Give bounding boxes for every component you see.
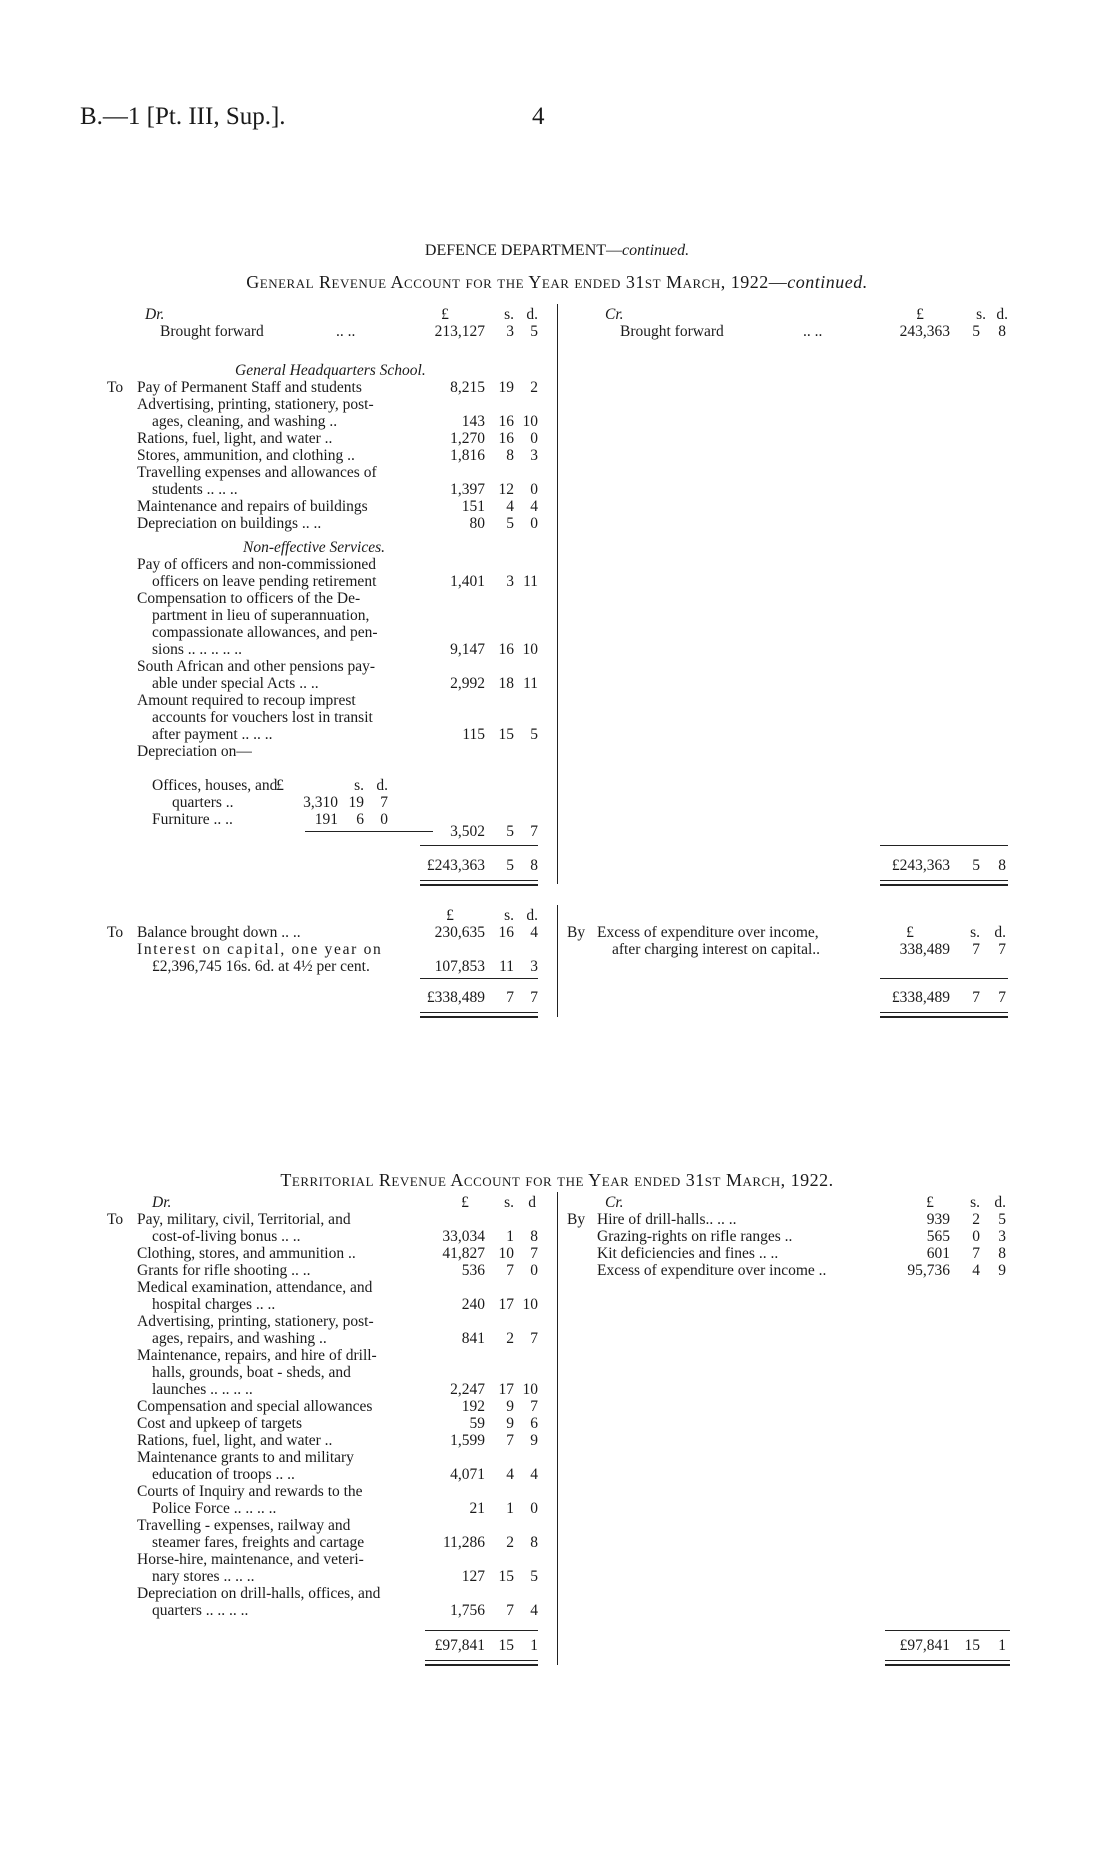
line-item-label: ages, repairs, and washing .. — [152, 1330, 327, 1347]
balance-shillings: 16 — [498, 924, 514, 941]
line-item-shillings: 9 — [506, 1398, 514, 1415]
dep-offices-pence: 7 — [380, 794, 388, 811]
interest-detail: £2,396,745 16s. 6d. at 4½ per cent. — [152, 958, 370, 975]
excess-shillings: 7 — [972, 941, 980, 958]
line-item-shillings: 17 — [498, 1381, 514, 1398]
total-pounds: £97,841 — [899, 1637, 950, 1654]
line-item-pounds: 939 — [926, 1211, 950, 1228]
amount-shillings: 3 — [506, 323, 514, 340]
dep-total-pounds: 3,502 — [450, 823, 485, 840]
line-item-pounds: 1,270 — [450, 430, 485, 447]
line-item-pence: 8 — [530, 1534, 538, 1551]
line-item-pence: 10 — [522, 1381, 538, 1398]
line-item-label: sions .. .. .. .. .. — [152, 641, 242, 658]
shilling-header: s. — [970, 1194, 980, 1211]
line-item-pence: 5 — [998, 1211, 1006, 1228]
pence-header: d. — [994, 924, 1006, 941]
total-rule — [885, 1630, 1010, 1631]
total-rule — [425, 1630, 538, 1631]
total-shillings: 5 — [972, 857, 980, 874]
double-rule — [420, 1012, 538, 1018]
shilling-header: s. — [970, 924, 980, 941]
line-item-label: nary stores .. .. .. — [152, 1568, 255, 1585]
line-item-label: quarters .. .. .. .. — [152, 1602, 249, 1619]
excess-pounds: 338,489 — [899, 941, 950, 958]
line-item-label: Excess of expenditure over income .. — [597, 1262, 827, 1279]
pound-header: £ — [441, 306, 449, 323]
total-pence: 8 — [530, 857, 538, 874]
line-item-pounds: 240 — [461, 1296, 485, 1313]
total-pounds: £338,489 — [426, 989, 485, 1006]
line-item-pence: 5 — [530, 1568, 538, 1585]
total-pence: 1 — [530, 1637, 538, 1654]
excess-pence: 7 — [998, 941, 1006, 958]
line-item-label: hospital charges .. .. — [152, 1296, 276, 1313]
line-item-label: Maintenance, repairs, and hire of drill- — [137, 1347, 377, 1364]
line-item-shillings: 7 — [506, 1262, 514, 1279]
line-item-label: students .. .. .. — [152, 481, 238, 498]
line-item-shillings: 16 — [498, 430, 514, 447]
line-item-pence: 11 — [523, 573, 538, 590]
line-item-label: Horse-hire, maintenance, and veteri- — [137, 1551, 364, 1568]
double-rule — [880, 880, 1008, 886]
line-item-label: Depreciation on— — [137, 743, 252, 760]
dep-offices-pounds: 3,310 — [303, 794, 338, 811]
line-item-shillings: 15 — [498, 726, 514, 743]
line-item-pounds: 127 — [461, 1568, 485, 1585]
balance-pence: 4 — [530, 924, 538, 941]
pence-header: d. — [994, 1194, 1006, 1211]
line-item-label: Grazing-rights on rifle ranges .. — [597, 1228, 793, 1245]
excess-label: Excess of expenditure over income, — [597, 924, 819, 941]
line-item-shillings: 16 — [498, 413, 514, 430]
line-item-label: Hire of drill-halls.. .. .. — [597, 1211, 737, 1228]
line-item-label: Maintenance and repairs of buildings — [137, 498, 368, 515]
line-item-label: Pay of officers and non-commissioned — [137, 556, 377, 573]
line-item-pence: 2 — [530, 379, 538, 396]
page-number: 4 — [532, 103, 545, 130]
line-item-pence: 10 — [522, 641, 538, 658]
page-reference: B.—1 [Pt. III, Sup.]. — [80, 103, 286, 130]
line-item-pounds: 11,286 — [442, 1534, 485, 1551]
balance-brought-down-label: Balance brought down .. .. — [137, 924, 301, 941]
double-rule — [880, 1012, 1008, 1018]
line-item-pounds: 9,147 — [450, 641, 485, 658]
line-item-pounds: 151 — [461, 498, 485, 515]
department-heading: DEFENCE DEPARTMENT—continued. — [424, 242, 690, 259]
double-rule — [425, 1660, 538, 1666]
line-item-shillings: 9 — [506, 1415, 514, 1432]
line-item-label: Courts of Inquiry and rewards to the — [137, 1483, 363, 1500]
dep-furniture-pence: 0 — [380, 811, 388, 828]
line-item-pounds: 1,401 — [450, 573, 485, 590]
amount-pounds: 243,363 — [899, 323, 950, 340]
line-item-pounds: 33,034 — [442, 1228, 485, 1245]
line-item-pence: 4 — [530, 498, 538, 515]
total-pounds: £97,841 — [434, 1637, 485, 1654]
line-item-pounds: 115 — [462, 726, 485, 743]
line-item-pounds: 95,736 — [907, 1262, 950, 1279]
line-item-pence: 7 — [530, 1398, 538, 1415]
pence-header: d — [528, 1194, 536, 1211]
excess-detail: after charging interest on capital.. — [612, 941, 821, 958]
cr-label: Cr. — [605, 1194, 624, 1211]
line-item-shillings: 2 — [506, 1330, 514, 1347]
dep-total-pence: 7 — [530, 823, 538, 840]
sub-pound-header: £ — [276, 777, 284, 794]
pound-header: £ — [446, 907, 454, 924]
pence-header: d. — [526, 306, 538, 323]
dep-furniture-label: Furniture .. .. — [152, 811, 233, 828]
line-item-label: Rations, fuel, light, and water .. — [137, 430, 333, 447]
double-rule — [885, 1660, 1010, 1666]
line-item-label: Medical examination, attendance, and — [137, 1279, 373, 1296]
total-rule — [420, 978, 538, 979]
line-item-pence: 5 — [530, 726, 538, 743]
line-item-label: Clothing, stores, and ammunition .. — [137, 1245, 356, 1262]
line-item-shillings: 0 — [972, 1228, 980, 1245]
amount-pence: 5 — [530, 323, 538, 340]
line-item-label: able under special Acts .. .. — [152, 675, 319, 692]
pound-header: £ — [906, 924, 914, 941]
line-item-pence: 10 — [522, 413, 538, 430]
total-rule — [880, 978, 1008, 979]
line-item-label: Rations, fuel, light, and water .. — [137, 1432, 333, 1449]
line-item-shillings: 2 — [506, 1534, 514, 1551]
brought-forward-label: Brought forward — [160, 323, 264, 340]
line-item-shillings: 19 — [498, 379, 514, 396]
column-divider — [557, 304, 558, 884]
line-item-pounds: 80 — [469, 515, 485, 532]
total-shillings: 7 — [972, 989, 980, 1006]
line-item-label: cost-of-living bonus .. .. — [152, 1228, 301, 1245]
line-item-pounds: 1,816 — [450, 447, 485, 464]
total-pence: 7 — [530, 989, 538, 1006]
line-item-shillings: 7 — [506, 1602, 514, 1619]
line-item-shillings: 1 — [506, 1228, 514, 1245]
line-item-label: Cost and upkeep of targets — [137, 1415, 303, 1432]
line-item-label: Travelling expenses and allowances of — [137, 464, 377, 481]
dep-furniture-shillings: 6 — [356, 811, 364, 828]
line-item-shillings: 16 — [498, 641, 514, 658]
line-item-label: Compensation to officers of the De- — [137, 590, 361, 607]
column-divider — [557, 1192, 558, 1665]
dep-total-shillings: 5 — [506, 823, 514, 840]
double-rule — [420, 880, 538, 886]
sub-pence-header: d. — [376, 777, 388, 794]
line-item-label: Advertising, printing, stationery, post- — [137, 396, 374, 413]
line-item-shillings: 7 — [506, 1432, 514, 1449]
total-pence: 7 — [998, 989, 1006, 1006]
line-item-pence: 0 — [530, 1500, 538, 1517]
line-item-label: compassionate allowances, and pen- — [152, 624, 378, 641]
total-shillings: 15 — [498, 1637, 514, 1654]
interest-pounds: 107,853 — [434, 958, 485, 975]
by-label: By — [567, 1211, 586, 1228]
dep-quarters-label: quarters .. — [172, 794, 234, 811]
territorial-revenue-title: Territorial Revenue Account for the Year ended 31st March, 1922. — [280, 1170, 834, 1190]
line-item-label: Maintenance grants to and military — [137, 1449, 354, 1466]
dots: .. .. — [803, 323, 823, 340]
line-item-label: Kit deficiencies and fines .. .. — [597, 1245, 779, 1262]
line-item-shillings: 10 — [498, 1245, 514, 1262]
line-item-label: education of troops .. .. — [152, 1466, 295, 1483]
line-item-pence: 0 — [530, 1262, 538, 1279]
line-item-pence: 7 — [530, 1245, 538, 1262]
section-heading-non-effective: Non-effective Services. — [243, 539, 386, 556]
pence-header: d. — [996, 306, 1008, 323]
line-item-pence: 0 — [530, 515, 538, 532]
shilling-header: s. — [976, 306, 986, 323]
line-item-shillings: 2 — [972, 1211, 980, 1228]
shilling-header: s. — [504, 306, 514, 323]
line-item-pounds: 2,992 — [450, 675, 485, 692]
general-revenue-title: General Revenue Account for the Year ended 31st March, 1922—continued. — [246, 272, 868, 292]
line-item-pounds: 1,756 — [450, 1602, 485, 1619]
line-item-label: launches .. .. .. .. — [152, 1381, 253, 1398]
line-item-pounds: 21 — [469, 1500, 485, 1517]
line-item-pence: 0 — [530, 430, 538, 447]
line-item-label: halls, grounds, boat - sheds, and — [152, 1364, 351, 1381]
line-item-pence: 9 — [530, 1432, 538, 1449]
balance-pounds: 230,635 — [434, 924, 485, 941]
line-item-label: Advertising, printing, stationery, post- — [137, 1313, 374, 1330]
pound-header: £ — [916, 306, 924, 323]
line-item-pence: 6 — [530, 1415, 538, 1432]
line-item-label: Depreciation on buildings .. .. — [137, 515, 322, 532]
line-item-pounds: 4,071 — [450, 1466, 485, 1483]
total-pounds: £338,489 — [891, 989, 950, 1006]
line-item-pounds: 1,397 — [450, 481, 485, 498]
line-item-pounds: 2,247 — [450, 1381, 485, 1398]
line-item-label: South African and other pensions pay- — [137, 658, 376, 675]
line-item-pence: 3 — [998, 1228, 1006, 1245]
dr-label: Dr. — [152, 1194, 172, 1211]
line-item-pounds: 536 — [461, 1262, 485, 1279]
line-item-pounds: 601 — [926, 1245, 950, 1262]
line-item-shillings: 15 — [498, 1568, 514, 1585]
total-shillings: 5 — [506, 857, 514, 874]
line-item-pence: 4 — [530, 1602, 538, 1619]
amount-shillings: 5 — [972, 323, 980, 340]
line-item-pence: 8 — [530, 1228, 538, 1245]
section-heading-ghq: General Headquarters School. — [235, 362, 426, 379]
line-item-label: after payment .. .. .. — [152, 726, 273, 743]
line-item-shillings: 4 — [506, 1466, 514, 1483]
line-item-shillings: 17 — [498, 1296, 514, 1313]
total-pounds: £243,363 — [891, 857, 950, 874]
column-divider — [557, 905, 558, 1017]
line-item-label: Amount required to recoup imprest — [137, 692, 356, 709]
line-item-label: Depreciation on drill-halls, offices, and — [137, 1585, 381, 1602]
line-item-pence: 10 — [522, 1296, 538, 1313]
dep-offices-shillings: 19 — [348, 794, 364, 811]
total-pence: 8 — [998, 857, 1006, 874]
line-item-label: Pay of Permanent Staff and students — [137, 379, 362, 396]
total-shillings: 15 — [964, 1637, 980, 1654]
line-item-label: Grants for rifle shooting .. .. — [137, 1262, 311, 1279]
line-item-shillings: 3 — [506, 573, 514, 590]
by-label: By — [567, 924, 586, 941]
line-item-pence: 8 — [998, 1245, 1006, 1262]
dr-label: Dr. — [145, 306, 165, 323]
line-item-label: Travelling - expenses, railway and — [137, 1517, 351, 1534]
line-item-label: steamer fares, freights and cartage — [152, 1534, 365, 1551]
sub-shilling-header: s. — [354, 777, 364, 794]
line-item-pence: 0 — [530, 481, 538, 498]
to-label: To — [107, 924, 124, 941]
brought-forward-label: Brought forward — [620, 323, 724, 340]
line-item-label: partment in lieu of superannuation, — [152, 607, 370, 624]
total-shillings: 7 — [506, 989, 514, 1006]
line-item-pounds: 565 — [926, 1228, 950, 1245]
pound-header: £ — [461, 1194, 469, 1211]
line-item-shillings: 4 — [506, 498, 514, 515]
line-item-label: Stores, ammunition, and clothing .. — [137, 447, 355, 464]
line-item-label: Compensation and special allowances — [137, 1398, 373, 1415]
line-item-pounds: 41,827 — [442, 1245, 485, 1262]
line-item-shillings: 1 — [506, 1500, 514, 1517]
amount-pence: 8 — [998, 323, 1006, 340]
line-item-pounds: 841 — [461, 1330, 485, 1347]
shilling-header: s. — [504, 1194, 514, 1211]
line-item-label: officers on leave pending retirement — [152, 573, 377, 590]
total-pounds: £243,363 — [426, 857, 485, 874]
line-item-label: ages, cleaning, and washing .. — [152, 413, 338, 430]
shilling-header: s. — [504, 907, 514, 924]
line-item-shillings: 18 — [498, 675, 514, 692]
line-item-pounds: 8,215 — [450, 379, 485, 396]
line-item-pence: 4 — [530, 1466, 538, 1483]
dep-offices-label: Offices, houses, and — [152, 777, 278, 794]
amount-pounds: 213,127 — [434, 323, 485, 340]
cr-label: Cr. — [605, 306, 624, 323]
line-item-label: accounts for vouchers lost in transit — [152, 709, 373, 726]
dep-furniture-pounds: 191 — [314, 811, 338, 828]
line-item-pounds: 192 — [461, 1398, 485, 1415]
total-rule — [420, 845, 538, 846]
line-item-shillings: 12 — [498, 481, 514, 498]
line-item-pence: 7 — [530, 1330, 538, 1347]
interest-pence: 3 — [530, 958, 538, 975]
line-item-pence: 11 — [523, 675, 538, 692]
line-item-shillings: 8 — [506, 447, 514, 464]
pence-header: d. — [526, 907, 538, 924]
to-label: To — [107, 379, 124, 396]
line-item-shillings: 5 — [506, 515, 514, 532]
line-item-pence: 9 — [998, 1262, 1006, 1279]
interest-label: Interest on capital, one year on — [137, 941, 383, 958]
interest-shillings: 11 — [499, 958, 514, 975]
line-item-pence: 3 — [530, 447, 538, 464]
total-rule — [880, 845, 1008, 846]
line-item-shillings: 7 — [972, 1245, 980, 1262]
to-label: To — [107, 1211, 124, 1228]
line-item-pounds: 143 — [461, 413, 485, 430]
line-item-pounds: 59 — [469, 1415, 485, 1432]
line-item-label: Police Force .. .. .. .. — [152, 1500, 277, 1517]
line-item-label: Pay, military, civil, Territorial, and — [137, 1211, 351, 1228]
total-pence: 1 — [998, 1637, 1006, 1654]
dots: .. .. — [336, 323, 356, 340]
line-item-pounds: 1,599 — [450, 1432, 485, 1449]
pound-header: £ — [926, 1194, 934, 1211]
line-item-shillings: 4 — [972, 1262, 980, 1279]
